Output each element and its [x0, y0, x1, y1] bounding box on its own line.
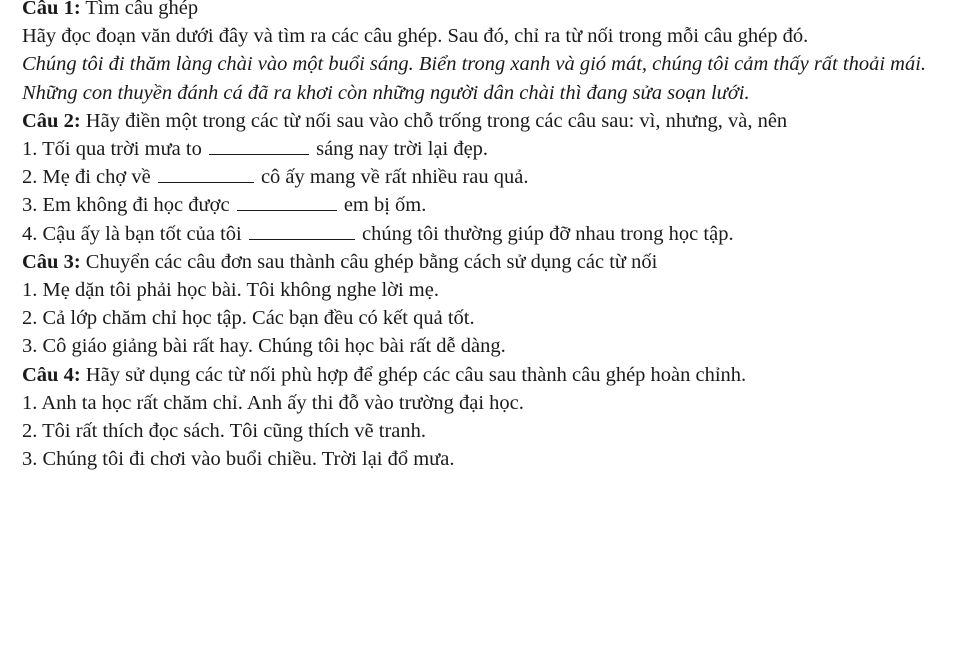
- q4-heading-line: [22, 361, 967, 389]
- q2-heading-line: [22, 107, 967, 135]
- q2-instruction: Hãy điền một trong các từ nối sau vào chỗ trống trong các câu sau: vì, nhưng, và, nên: [80, 109, 788, 132]
- q3-item-1: 1. Mẹ dặn tôi phải học bài. Tôi không nghe lời mẹ.: [22, 279, 439, 302]
- q2-item-2: [22, 163, 967, 191]
- q2-item-3-after: em bị ốm.: [338, 194, 427, 217]
- q4-item-2: 2. Tôi rất thích đọc sách. Tôi cũng thích vẽ tranh.: [22, 420, 427, 443]
- q2-item-4-after: chúng tôi thường giúp đỡ nhau trong học tập.: [356, 222, 734, 245]
- q2-item-1-after: sáng nay trời lại đẹp.: [310, 138, 489, 161]
- q3-item-2: 2. Cả lớp chăm chỉ học tập. Các bạn đều có kết quả tốt.: [22, 307, 475, 330]
- q2-item-2-after: cô ấy mang về rất nhiều rau quả.: [255, 166, 529, 189]
- q2-item-3: [22, 191, 967, 219]
- fill-blank-1: [209, 136, 309, 155]
- q1-instruction: Hãy đọc đoạn văn dưới đây và tìm ra các câu ghép. Sau đó, chỉ ra từ nối trong mỗi câu ghép đó.: [22, 25, 809, 48]
- fill-blank-3: [237, 192, 337, 211]
- q1-heading-line: [22, 0, 967, 22]
- q2-heading: Câu 2:: [22, 109, 81, 132]
- q2-item-4: [22, 220, 967, 248]
- q3-item-3: 3. Cô giáo giảng bài rất hay. Chúng tôi học bài rất dễ dàng.: [22, 335, 506, 358]
- q4-item-1: 1. Anh ta học rất chăm chỉ. Anh ấy thi đỗ vào trường đại học.: [22, 391, 524, 414]
- q1-passage: Chúng tôi đi thăm làng chài vào một buổi sáng. Biển trong xanh và gió mát, chúng tôi cảm thấy rất thoải mái. Những con thuyền đánh cá đã ra khơi còn những người dân chài thì đang sửa soạn lưới.: [22, 53, 927, 104]
- q4-instruction: Hãy sử dụng các từ nối phù hợp để ghép các câu sau thành câu ghép hoàn chỉnh.: [80, 363, 747, 386]
- q1-heading: Câu 1:: [22, 0, 81, 19]
- q4-item-3: 3. Chúng tôi đi chơi vào buổi chiều. Trời lại đổ mưa.: [22, 448, 455, 471]
- q2-item-3-before: 3. Em không đi học được: [22, 194, 235, 217]
- q2-item-4-before: 4. Cậu ấy là bạn tốt của tôi: [22, 222, 247, 245]
- q2-item-2-before: 2. Mẹ đi chợ về: [22, 166, 156, 189]
- q2-item-1: [22, 135, 967, 163]
- q3-heading: Câu 3:: [22, 250, 81, 273]
- q3-heading-line: [22, 248, 967, 276]
- worksheet: [22, 0, 967, 473]
- fill-blank-4: [249, 221, 355, 240]
- fill-blank-2: [158, 164, 254, 183]
- q1-title: Tìm câu ghép: [80, 0, 199, 19]
- q2-item-1-before: 1. Tối qua trời mưa to: [22, 138, 207, 161]
- q3-instruction: Chuyển các câu đơn sau thành câu ghép bằng cách sử dụng các từ nối: [80, 250, 658, 273]
- q4-heading: Câu 4:: [22, 363, 81, 386]
